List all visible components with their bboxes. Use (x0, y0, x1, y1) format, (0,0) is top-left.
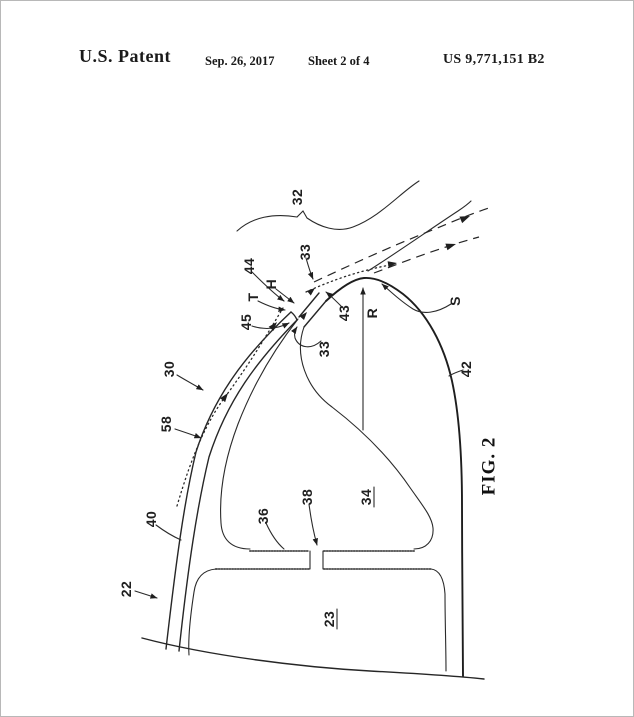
wake-solid-streamline (368, 201, 471, 271)
patent-publication-title: U.S. Patent (79, 46, 171, 66)
ref-33-upper: 33 (297, 243, 313, 261)
region-32-brace (237, 181, 419, 231)
ref-32: 32 (289, 188, 305, 206)
slot-lip-face (291, 312, 297, 320)
leader-t (258, 301, 285, 310)
ref-34: 34 (358, 488, 374, 506)
wake-dashed-streamline-lower (374, 237, 479, 273)
patent-number: US 9,771,151 B2 (443, 52, 545, 67)
cavity-34-right-wall (300, 327, 433, 549)
cavity-23-left-wall (189, 569, 216, 655)
trailing-edge-and-pressure-wall (326, 278, 463, 676)
leader-h (276, 289, 294, 303)
leader-22 (135, 591, 157, 598)
ref-42: 42 (458, 360, 474, 378)
ref-40: 40 (143, 510, 159, 528)
leader-38 (309, 504, 317, 545)
leader-30 (177, 375, 203, 390)
figure-caption: FIG. 2 (478, 436, 500, 496)
ref-43: 43 (336, 304, 352, 322)
dashed-lower-arrowhead (445, 241, 457, 251)
slot-channel-lower-wall (304, 301, 326, 327)
ref-r: R (364, 307, 380, 319)
slot-exit-flow-arrowhead (307, 286, 317, 296)
cavity-23-right-wall (431, 569, 446, 671)
ref-30: 30 (161, 360, 177, 378)
ref-23: 23 (321, 610, 337, 628)
ref-44: 44 (241, 257, 257, 275)
leader-36 (266, 523, 284, 549)
ref-38: 38 (299, 488, 315, 506)
ref-t: T (245, 292, 261, 302)
patent-sheet-number: Sheet 2 of 4 (308, 54, 370, 68)
ref-33-lower: 33 (316, 340, 332, 358)
ref-58: 58 (158, 415, 174, 433)
ref-s: S (447, 296, 463, 306)
ref-36: 36 (255, 507, 271, 525)
leader-40 (156, 525, 181, 540)
ref-45: 45 (238, 313, 254, 331)
ref-h: H (263, 278, 279, 290)
patent-date: Sep. 26, 2017 (205, 54, 275, 68)
ref-22: 22 (118, 580, 134, 598)
slot-exit-dotted-line (306, 265, 390, 292)
leader-58 (175, 429, 201, 438)
root-section-line (142, 638, 484, 679)
